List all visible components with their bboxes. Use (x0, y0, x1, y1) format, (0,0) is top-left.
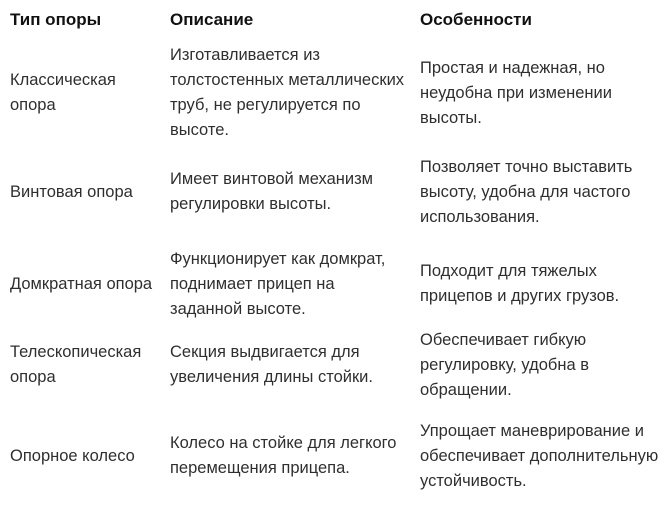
row-2-type: Винтовая опора (10, 182, 133, 201)
row-3-description: Функционирует как домкрат, поднимает прицеп на заданной высоте. (170, 249, 386, 318)
row-5-type: Опорное колесо (10, 446, 135, 465)
row-2-features: Позволяет точно выставить высоту, удобна для частого использования. (420, 157, 633, 226)
row-5-features: Упрощает маневрирование и обеспечивает дополнительную устойчивость. (420, 421, 659, 490)
row-1-type: Классическая опора (10, 71, 116, 114)
row-1-description: Изготавливается из толстостенных металлических труб, не регулируется по высоте. (170, 46, 405, 139)
row-3-features: Подходит для тяжелых прицепов и других грузов. (420, 262, 620, 305)
row-3-type: Домкратная опора (10, 274, 153, 293)
row-2-description: Имеет винтовой механизм регулировки высоты. (170, 170, 373, 213)
header-features: Особенности (420, 10, 532, 29)
row-4-features: Обеспечивает гибкую регулировку, удобна в обращении. (420, 330, 589, 399)
header-type: Тип опоры (10, 10, 102, 29)
header-description: Описание (170, 10, 254, 29)
row-1-features: Простая и надежная, но неудобна при изменении высоты. (420, 58, 612, 127)
row-4-type: Телескопическая опора (10, 343, 142, 386)
row-4-description: Секция выдвигается для увеличения длины стойки. (170, 343, 373, 386)
row-5-description: Колесо на стойке для легкого перемещения прицепа. (170, 434, 397, 477)
